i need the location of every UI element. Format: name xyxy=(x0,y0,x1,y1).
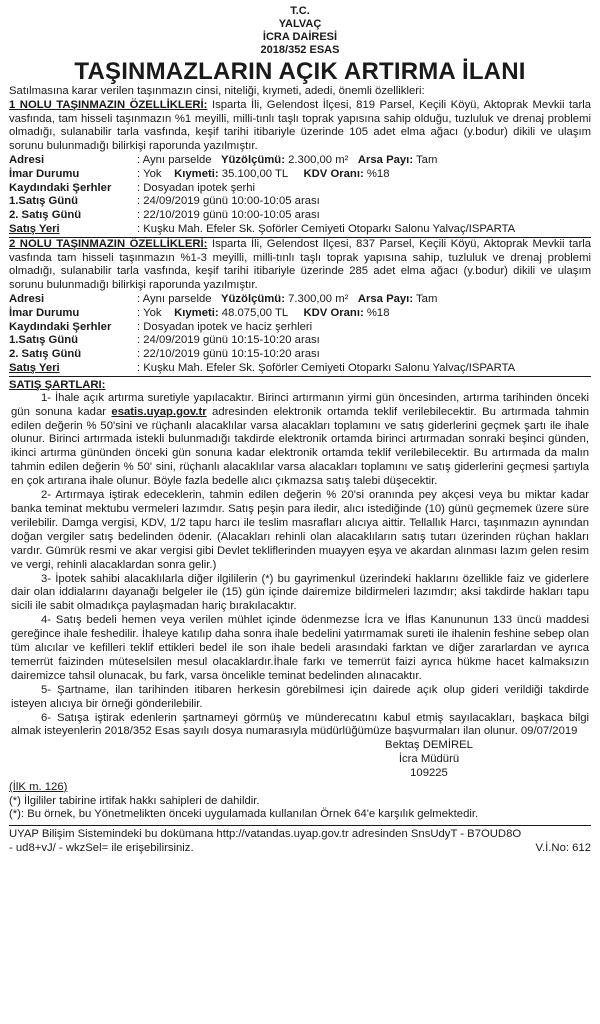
condition-1-text-start: 1- İhale açık artırma suretiyle yapılacaktır. Birinci artırmanın yirmi gün öncesinden, artırma tarihinden önceki gün sonuna kadar xyxy=(11,391,589,418)
condition-4: 4- Satış bedeli hemen veya verilen mühlet içinde ödenmezse İcra ve İflas Kanununun 133 üncü maddesi gereğince ihale feshedilir. İhaleye katılıp daha sonra ihale bedelini yatırmamak sureti ile ihalenin feshine sebep olan tüm alıcılar ve kefilleri teklif ettikleri bedel ile son ihale bedeli arasındaki farktan ve diğer zararlardan ve ayrıca temerrüt faizinden müteselsilen mesul olacaklardır.İhale farkı ve temerrüt faizi ayrıca hükme hacet kalmaksızın dairemizce tahsil olunacak, bu fark, varsa öncelikle teminat bedelinden alınacaktır. xyxy=(11,614,589,682)
signer-name: Bektaş DEMİREL xyxy=(385,739,473,752)
signer-number: 109225 xyxy=(410,766,448,779)
zoning-label: İmar Durumu xyxy=(9,306,80,319)
conditions-heading: SATIŞ ŞARTLARI: xyxy=(9,378,106,391)
condition-6: 6- Satışa iştirak edenlerin şartnameyi görmüş ve münderecatını kabul etmiş sayılacakları, başkaca bilgi almak isteyenlerin 2018/352 Esas sayılı dosya numarasıyla müdürlüğümüze başvurmaları ilan olunur. 09/07/2019 xyxy=(11,711,589,738)
value-label: Kıymeti: xyxy=(174,306,219,319)
property1-description xyxy=(9,99,591,154)
property2-details xyxy=(9,293,591,377)
condition-1 xyxy=(9,392,591,489)
footnote-2: (*): Bu örnek, bu Yönetmelikten önceki uygulamada kullanılan Örnek 64'e karşılık gelmektedir. xyxy=(9,808,479,821)
location-value: : Kuşku Mah. Efeler Sk. Şoförler Cemiyeti Otoparkı Salonu Yalvaç/ISPARTA xyxy=(137,361,516,374)
condition-3: 3- İpotek sahibi alacaklılarla diğer ilgililerin (*) bu gayrimenkul üzerindeki haklarını özellikle faiz ve giderlere dair olan iddialarını dayanağı belgeler ile (15) gün içinde dairemize bildirmeleri lazımdır; aksi takdirde hakları tapu sicili ile sabit olmadıkça paylaşmadan hariç bırakılacaktır. xyxy=(11,572,589,613)
uyap-footer-line1: UYAP Bilişim Sistemindeki bu dokümana http://vatandas.uyap.gov.tr adresinden SnsUdyT - B7OUD8O xyxy=(9,828,522,841)
property1-description-text: Isparta İli, Gelendost İlçesi, 819 Parsel, Keçili Köyü, Aktoprak Mevkii tarla vasfında, tam hisseli taşınmazın %1 meyilli, milli-tınlı taşlı toprak yapısına sahip olduğu, tuzluluk ve drenaj problemi olmadığı, sulanabilir tarla vasfında, keşif tarihi itibariyle üzerinde 105 adet elma ağacı (y.bodur) dikili ve ulaşım sorunu bulunmadığı bilirkişi raporunda yazılmıştır. xyxy=(9,98,592,153)
address-label: Adresi xyxy=(9,292,45,305)
address-value: : Aynı parselde xyxy=(137,153,212,166)
esatis-link[interactable]: esatis.uyap.gov.tr xyxy=(111,405,207,418)
sale2-label: 2. Satış Günü xyxy=(9,209,82,222)
property1-zoning-row xyxy=(9,168,591,182)
sale2-label: 2. Satış Günü xyxy=(9,348,82,361)
sale1-label: 1.Satış Günü xyxy=(9,334,79,347)
property2-address-row xyxy=(9,293,591,307)
condition-1-text-end: adresinden elektronik ortamda teklif verilebilecektir. Bu artırmada tahmin edilen değerin % 50'sini ve rüçhanlı alacaklılar varsa alacakları toplamını ve satış giderlerini geçmek şartı ile ihale olunur. Birinci artırmada istekli bulunmadığı takdirde elektronik ortamda birinci artırmadan sonraki beşinci günden, ikinci artırma gününden önceki gün sonuna kadar elektronik ortamda teklif verilebilecektir. Bu artırmada da malın tahmin edilen değerin % 50' sini, rüçhanlı alacaklılar varsa alacakları toplamını ve satış giderlerini geçmesi şartıyla en çok artırana ihale olunur. Böyle fazla bedelle alıcı çıkmazsa satış talebi düşecektir. xyxy=(11,405,589,488)
address-label: Adresi xyxy=(9,153,45,166)
property2-description xyxy=(9,238,591,293)
sale2-value: : 22/10/2019 günü 10:00-10:05 arası xyxy=(137,209,320,222)
condition-2: 2- Artırmaya iştirak edeceklerin, tahmin edilen değerin % 20'si oranında pey akçesi veya bu miktar kadar banka teminat mektubu vermeleri lazımdır. Satış peşin para iledir, alıcı istediğinde (10) günü geçmemek üzere süre verilebilir. Damga vergisi, KDV, 1/2 tapu harcı ile teslim masrafları alıcıya aittir. Tellallık Harcı, taşınmazın aynından doğan vergiler satış bedelinden ödenir. (Alacakları rehinli olan alacaklıların satış tutarı üzerinden rüçhan hakları vardır. Gümrük resmi ve akar vergisi gibi Devlet tekliflerinden muayyen eşya ve akardan alınması lazım gelen resim ve vergi, rehinli alacaklardan sonra gelir.) xyxy=(11,489,589,571)
location-label: Satış Yeri xyxy=(9,222,60,235)
intro-text: Satılmasına karar verilen taşınmazın cinsi, niteliği, kıymeti, adedi, önemli özellikleri: xyxy=(9,85,425,97)
footnotes xyxy=(9,781,591,822)
zoning-label: İmar Durumu xyxy=(9,167,80,180)
property2-heading: 2 NOLU TAŞINMAZIN ÖZELLİKLERİ: xyxy=(9,237,208,250)
header-tc: T.C. xyxy=(290,5,310,17)
zoning-value: : Yok xyxy=(137,167,162,180)
uyap-footer xyxy=(9,825,591,856)
uyap-footer-line2: - ud8+vJ/ - wkzSel= ile erişebilirsiniz. xyxy=(9,841,194,854)
page-title: TAŞINMAZLARIN AÇIK ARTIRMA İLANI xyxy=(74,58,526,85)
signer-title: İcra Müdürü xyxy=(398,753,460,766)
property1-sale1-row xyxy=(9,195,591,209)
vat-label: KDV Oranı: xyxy=(303,167,364,180)
sale1-value: : 24/09/2019 günü 10:00-10:05 arası xyxy=(137,195,320,208)
value-label: Kıymeti: xyxy=(174,167,219,180)
area-value: 2.300,00 m² xyxy=(288,153,349,166)
header-office: İCRA DAİRESİ xyxy=(262,31,338,43)
property2-annotations-row xyxy=(9,321,591,335)
value-amount: 35.100,00 TL xyxy=(221,167,288,180)
value-amount: 48.075,00 TL xyxy=(221,306,288,319)
footnote-1: (*) İlgililer tabirine irtifak hakkı sahipleri de dahildir. xyxy=(9,794,260,807)
header-city: YALVAÇ xyxy=(278,18,322,30)
annotations-value: : Dosyadan ipotek ve haciz şerhleri xyxy=(137,320,313,333)
location-value: : Kuşku Mah. Efeler Sk. Şoförler Cemiyeti Otoparkı Salonu Yalvaç/ISPARTA xyxy=(137,222,516,235)
sale1-label: 1.Satış Günü xyxy=(9,195,79,208)
property1-sale2-row xyxy=(9,209,591,223)
sale2-value: : 22/10/2019 günü 10:15-10:20 arası xyxy=(137,348,320,361)
area-label: Yüzölçümü: xyxy=(220,292,285,305)
annotations-label: Kaydındaki Şerhler xyxy=(9,320,112,333)
property2-description-text: Isparta İli, Gelendost İlçesi, 837 Parsel, Keçili Köyü, Aktoprak Mevkii tarla vasfında tam hisseli taşınmazın %1-3 meyilli, milli-tınlı taşlı toprak yapısına sahip, tuzluluk ve drenaj problemi olmadığı, sulanabilir tarla vasfında, keşif tarihi itibariyle üzerinde 285 adet elma ağacı (y.bodur) dikili ve ulaşım sorunu bulunmadığı bilirkişi raporunda yazılmıştır. xyxy=(9,237,592,292)
property1-annotations-row xyxy=(9,182,591,196)
zoning-value: : Yok xyxy=(137,306,162,319)
property2-zoning-row xyxy=(9,307,591,321)
annotations-value: : Dosyadan ipotek şerhi xyxy=(137,181,256,194)
header-block xyxy=(9,5,591,57)
property2-sale2-row xyxy=(9,348,591,362)
property1-address-row xyxy=(9,154,591,168)
vat-value: %18 xyxy=(366,167,390,180)
ilk-reference: (İlK m. 126) xyxy=(9,780,68,793)
area-value: 7.300,00 m² xyxy=(288,292,349,305)
address-value: : Aynı parselde xyxy=(137,292,212,305)
share-label: Arsa Payı: xyxy=(357,153,414,166)
share-value: Tam xyxy=(416,153,438,166)
location-label: Satış Yeri xyxy=(9,361,60,374)
property2-location-row xyxy=(9,362,591,377)
share-label: Arsa Payı: xyxy=(357,292,414,305)
sale1-value: : 24/09/2019 günü 10:15-10:20 arası xyxy=(137,334,320,347)
property1-location-row xyxy=(9,223,591,238)
property2-sale1-row xyxy=(9,334,591,348)
share-value: Tam xyxy=(416,292,438,305)
property1-details xyxy=(9,154,591,238)
header-case-number: 2018/352 ESAS xyxy=(260,44,340,56)
property1-heading: 1 NOLU TAŞINMAZIN ÖZELLİKLERİ: xyxy=(9,98,208,111)
vat-label: KDV Oranı: xyxy=(303,306,364,319)
signature-block xyxy=(339,739,519,780)
vi-number: V.İ.No: 612 xyxy=(535,841,591,854)
condition-5: 5- Şartname, ilan tarihinden itibaren herkesin görebilmesi için dairede açık olup gideri verildiği takdirde isteyen alıcıya bir örneği gönderilebilir. xyxy=(11,683,589,710)
vat-value: %18 xyxy=(366,306,390,319)
annotations-label: Kaydındaki Şerhler xyxy=(9,181,112,194)
area-label: Yüzölçümü: xyxy=(220,153,285,166)
